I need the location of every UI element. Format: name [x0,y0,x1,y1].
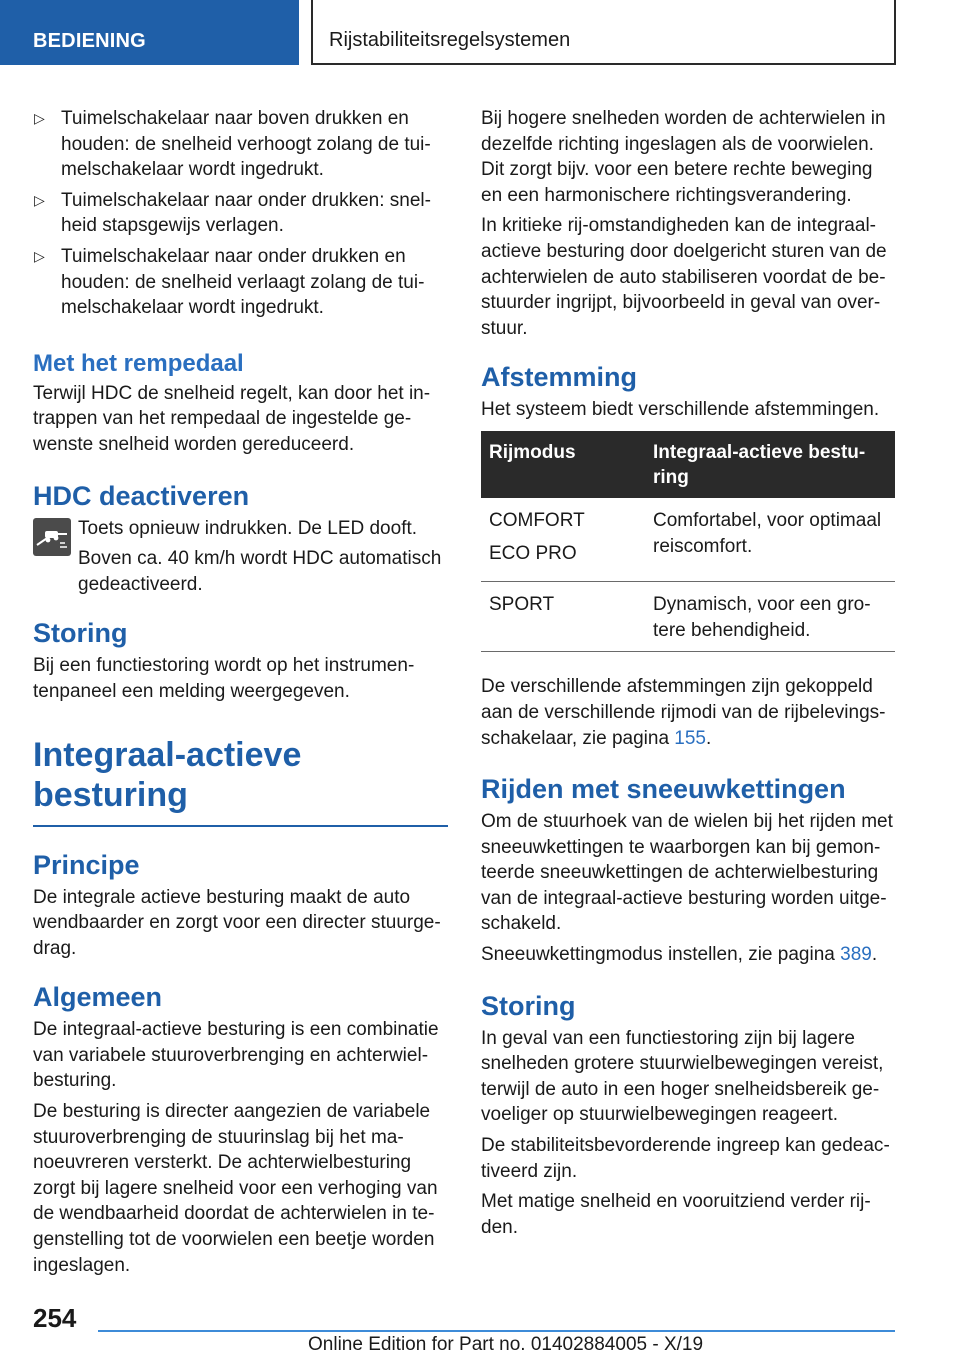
section-heading: Integraal-actieve besturing [33,735,448,827]
table-row [481,582,895,652]
hdc-off-block [33,516,448,598]
table-row [481,498,895,582]
mode-name: COMFORT [489,509,585,531]
triangle-bullet-icon: ▷ [34,110,45,126]
list-item [33,244,448,321]
mode-name: SPORT [489,594,555,616]
page-number: 254 [33,1303,77,1333]
section-tab [0,0,299,65]
fault-paragraph: Met matige snelheid en vooruitziend verder rijden. [481,1191,871,1238]
drive-mode-table [481,431,895,652]
fault-paragraph: In geval van een functiestoring zijn bij lagere snelheden grotere stuurwielbewegingen vereist, terwijl de auto in een hoger snelheidsbereik gevoeliger op stuurwielbewegingen reageert. [481,1027,884,1126]
hdc-off-line1: Toets opnieuw indrukken. De LED dooft. [78,517,418,539]
mode-description: Dynamisch, voor een grotere behendigheid. [645,582,895,652]
brake-text: Terwijl HDC de snelheid regelt, kan door het intrappen van het rempedaal de ingestelde gewenste snelheid worden gereduceerd. [33,382,431,455]
chains-paragraph: Om de stuurhoek van de wielen bij het rijden met sneeuwkettingen te waarborgen kan bij gemonteerde sneeuwkettingen de achterwielbesturing van de integraal-actieve besturing worden uitgeschakeld. [481,811,893,935]
fault-text: Bij een functiestoring wordt op het instrumentenpaneel een melding weergegeven. [33,655,415,702]
general-paragraph: De integraal-actieve besturing is een combinatie van variabele stuuroverbrenging en achterwielbesturing. [33,1019,439,1092]
column-header: Integraal-actieve besturing [645,431,895,498]
tuning-after-text [481,674,895,751]
fault-heading: Storing [33,618,128,649]
chains-paragraph [481,942,895,968]
column-header: Rijmodus [481,431,645,498]
general-heading: Algemeen [33,982,163,1013]
fault-paragraph: De stabiliteitsbevorderende ingreep kan gedeactiveerd zijn. [481,1135,890,1182]
mode-cell [481,582,645,652]
hdc-off-line2: Boven ca. 40 km/h wordt HDC automatisch gedeactiveerd. [78,548,442,595]
tuning-heading: Afstemming [481,362,638,393]
tuning-intro: Het systeem biedt verschillende afstemmingen. [481,399,880,421]
page-link-389[interactable]: 389 [840,944,872,966]
page-link-155[interactable]: 155 [674,727,706,749]
list-item-text: Tuimelschakelaar naar boven drukken en houden: de snelheid verhoogt zolang de tuimelschakelaar wordt ingedrukt. [61,108,431,181]
mode-description: Comfortabel, voor optimaal reiscomfort. [645,498,895,582]
general-paragraph: De besturing is directer aangezien de variabele stuuroverbrenging de stuurinslag bij het manoeuvreren versterkt. De achterwielbesturing zorgt bij lagere snelheid voor een verhoging van de wendbaarheid doordat de achterwielen in tegenstelling tot de voorwielen een beetje worden ingeslagen. [33,1101,438,1276]
mode-name: ECO PRO [489,542,577,564]
list-item [33,106,448,183]
tuning-after-prefix: De verschillende afstemmingen zijn gekoppeld aan de verschillende rijmodi van de rijbelevingsschakelaar, zie pagina [481,676,886,749]
triangle-bullet-icon: ▷ [34,247,45,264]
triangle-bullet-icon: ▷ [34,191,45,208]
list-item [33,188,448,239]
table-header-row [481,431,895,498]
fault-heading-right: Storing [481,990,576,1021]
chains-prefix: Sneeuwkettingmodus instellen, zie pagina [481,944,841,966]
mode-cell [481,498,645,582]
principle-heading: Principe [33,849,140,880]
paragraph: In kritieke rij-omstandigheden kan de integraal-actieve besturing door doelgericht sturen van de achterwielen de auto stabiliseren voordat de bestuurder ingrijpt, bijvoorbeeld in geval van overstuur. [481,215,887,339]
list-item-text: Tuimelschakelaar naar onder drukken en houden: de snelheid verlaagt zolang de tuimelschakelaar wordt ingedrukt. [61,245,425,319]
paragraph: Bij hogere snelheden worden de achterwielen in dezelfde richting ingeslagen als de voorwielen. Dit zorgt bijv. voor een betere rechte beweging en een harmonischere richtingsverandering. [481,108,886,206]
hill-descent-control-icon [33,518,71,556]
chapter-title: Rijstabiliteitsregelsystemen [329,29,571,51]
left-column [33,106,448,1283]
chapter-title-box [311,0,896,65]
brake-heading: Met het rempedaal [33,349,244,377]
footer-divider [98,1330,895,1332]
edition-note: Online Edition for Part no. 01402884005 - X/19 [308,1334,704,1355]
chains-heading: Rijden met sneeuwkettingen [481,774,846,805]
right-column [481,106,895,1245]
tuning-after-suffix: . [706,727,712,749]
principle-text: De integrale actieve besturing maakt de auto wendbaarder en zorgt voor een directer stuurgedrag. [33,886,441,959]
list-item-text: Tuimelschakelaar naar onder drukken: snelheid stapsgewijs verlagen. [61,189,431,237]
hdc-off-heading: HDC deactiveren [33,480,250,511]
chains-suffix: . [871,944,878,966]
section-label: BEDIENING [33,30,146,52]
